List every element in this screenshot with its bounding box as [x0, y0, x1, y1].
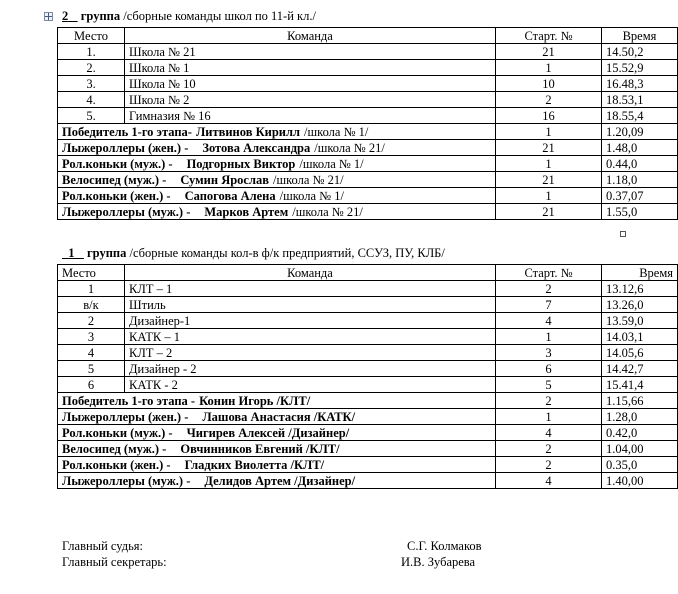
column-header: Время [602, 265, 678, 281]
time-cell: 18.53,1 [602, 92, 678, 108]
place-cell: 4 [58, 345, 125, 361]
winner-name: Чигирев Алексей /Дизайнер/ [186, 425, 350, 440]
place-cell: 3. [58, 76, 125, 92]
time-cell: 14.42,7 [602, 361, 678, 377]
table-row [58, 44, 678, 60]
time-cell: 18.55,4 [602, 108, 678, 124]
time-cell: 13.59,0 [602, 313, 678, 329]
start-number-cell: 1 [496, 124, 602, 140]
start-number-cell: 10 [496, 76, 602, 92]
time-cell: 0.37,07 [602, 188, 678, 204]
winner-category: Рол.коньки (муж.) - [62, 425, 173, 440]
column-header: Команда [125, 28, 496, 44]
start-number-cell: 7 [496, 297, 602, 313]
time-cell: 1.18,0 [602, 172, 678, 188]
start-number-cell: 1 [496, 329, 602, 345]
time-cell: 1.20,09 [602, 124, 678, 140]
column-header: Старт. № [496, 265, 602, 281]
team-cell: Школа № 10 [125, 76, 496, 92]
time-cell: 14.03,1 [602, 329, 678, 345]
winner-category: Велосипед (муж.) - [62, 172, 167, 187]
place-cell: 1 [58, 281, 125, 297]
team-cell: Гимназия № 16 [125, 108, 496, 124]
time-cell: 16.48,3 [602, 76, 678, 92]
secretary-label: Главный секретарь: [62, 555, 167, 569]
winner-row [58, 409, 678, 425]
column-header: Время [602, 28, 678, 44]
start-number-cell: 2 [496, 441, 602, 457]
winner-team: /школа № 21/ [272, 172, 344, 187]
secretary-name: И.В. Зубарева [401, 555, 476, 569]
time-cell: 0.42,0 [602, 425, 678, 441]
table-row [58, 361, 678, 377]
start-number-cell: 16 [496, 108, 602, 124]
table-row [58, 377, 678, 393]
time-cell: 1.40,00 [602, 473, 678, 489]
winner-name: Зотова Александра [202, 140, 311, 155]
group2-results-table [57, 264, 678, 489]
time-cell: 1.48,0 [602, 140, 678, 156]
start-number-cell: 2 [496, 281, 602, 297]
group2-word: группа [87, 246, 127, 260]
winner-row [58, 393, 678, 409]
team-cell: Школа № 1 [125, 60, 496, 76]
winner-name: Марков Артем [204, 204, 289, 219]
winner-category: Лыжероллеры (жен.) - [62, 409, 189, 424]
start-number-cell: 5 [496, 377, 602, 393]
place-cell: 2. [58, 60, 125, 76]
time-cell: 1.28,0 [602, 409, 678, 425]
place-cell: 5 [58, 361, 125, 377]
start-number-cell: 21 [496, 140, 602, 156]
group1-number: 2 [62, 9, 69, 23]
judge-name: С.Г. Колмаков [407, 539, 482, 553]
table-row [58, 313, 678, 329]
start-number-cell: 21 [496, 204, 602, 220]
winner-cell [58, 156, 496, 172]
winner-cell [58, 409, 496, 425]
winner-category: Лыжероллеры (жен.) - [62, 140, 189, 155]
winner-category: Рол.коньки (жен.) - [62, 188, 171, 203]
winner-cell [58, 172, 496, 188]
column-header: Команда [125, 265, 496, 281]
table-header-row [58, 265, 678, 281]
time-cell: 14.05,6 [602, 345, 678, 361]
time-cell: 1.04,00 [602, 441, 678, 457]
time-cell: 13.12,6 [602, 281, 678, 297]
team-cell: Дизайнер - 2 [125, 361, 496, 377]
winner-team: /школа № 21/ [314, 140, 385, 155]
table-row [58, 60, 678, 76]
winner-name: Делидов Артем /Дизайнер/ [204, 473, 356, 488]
place-cell: 1. [58, 44, 125, 60]
time-cell: 0.44,0 [602, 156, 678, 172]
table-row [58, 92, 678, 108]
place-cell: 5. [58, 108, 125, 124]
winner-name: Литвинов Кирилл [195, 124, 301, 139]
winner-category: Лыжероллеры (муж.) - [62, 204, 191, 219]
group1-heading [62, 9, 316, 24]
winner-row [58, 188, 678, 204]
column-header: Место [58, 265, 125, 281]
winner-row [58, 156, 678, 172]
winner-team: /школа № 1/ [304, 124, 369, 139]
winner-name: Лашова Анастасия /КАТК/ [202, 409, 356, 424]
column-header: Старт. № [496, 28, 602, 44]
winner-cell [58, 473, 496, 489]
winner-row [58, 441, 678, 457]
time-cell: 15.41,4 [602, 377, 678, 393]
winner-team: /школа № 21/ [292, 204, 363, 219]
place-cell: 4. [58, 92, 125, 108]
table-row [58, 76, 678, 92]
winner-name: Сумин Ярослав [180, 172, 269, 187]
team-cell: КАТК - 2 [125, 377, 496, 393]
winner-cell [58, 425, 496, 441]
table-row [58, 108, 678, 124]
team-cell: Школа № 2 [125, 92, 496, 108]
start-number-cell: 2 [496, 92, 602, 108]
winner-name: Овчинников Евгений /КЛТ/ [180, 441, 340, 456]
time-cell: 15.52,9 [602, 60, 678, 76]
winner-name: Подгорных Виктор [186, 156, 296, 171]
winner-cell [58, 140, 496, 156]
start-number-cell: 2 [496, 393, 602, 409]
start-number-cell: 2 [496, 457, 602, 473]
table-move-handle-icon[interactable] [44, 12, 53, 21]
table-row [58, 281, 678, 297]
winner-row [58, 425, 678, 441]
place-cell: 6 [58, 377, 125, 393]
place-cell: в/к [58, 297, 125, 313]
winner-cell [58, 188, 496, 204]
group1-description: /сборные команды школ по 11-й кл./ [123, 9, 316, 23]
winner-name: Сапогова Алена [184, 188, 276, 203]
winner-team: /школа № 1/ [279, 188, 344, 203]
group2-number: 1 [68, 246, 75, 260]
team-cell: Штиль [125, 297, 496, 313]
group2-description: /сборные команды кол-в ф/к предприятий, ССУЗ, ПУ, КЛБ/ [129, 246, 445, 260]
winner-row [58, 140, 678, 156]
winner-name: Конин Игорь /КЛТ/ [199, 393, 311, 408]
start-number-cell: 21 [496, 44, 602, 60]
winner-name: Гладких Виолетта /КЛТ/ [184, 457, 325, 472]
winner-category: Победитель 1-го этапа- [62, 124, 192, 139]
winner-category: Рол.коньки (жен.) - [62, 457, 171, 472]
winner-row [58, 204, 678, 220]
table-row [58, 329, 678, 345]
winner-cell [58, 204, 496, 220]
winner-row [58, 457, 678, 473]
winner-cell [58, 124, 496, 140]
start-number-cell: 21 [496, 172, 602, 188]
group1-word: группа [80, 9, 121, 23]
start-number-cell: 4 [496, 425, 602, 441]
time-cell: 13.26,0 [602, 297, 678, 313]
start-number-cell: 1 [496, 156, 602, 172]
winner-row [58, 172, 678, 188]
team-cell: Школа № 21 [125, 44, 496, 60]
start-number-cell: 1 [496, 409, 602, 425]
column-header: Место [58, 28, 125, 44]
time-cell: 1.55,0 [602, 204, 678, 220]
start-number-cell: 4 [496, 313, 602, 329]
start-number-cell: 1 [496, 188, 602, 204]
group1-results-table [57, 27, 678, 220]
winner-row [58, 124, 678, 140]
start-number-cell: 6 [496, 361, 602, 377]
place-cell: 3 [58, 329, 125, 345]
winner-row [58, 473, 678, 489]
time-cell: 0.35,0 [602, 457, 678, 473]
table-row [58, 345, 678, 361]
team-cell: КЛТ – 1 [125, 281, 496, 297]
start-number-cell: 1 [496, 60, 602, 76]
time-cell: 14.50,2 [602, 44, 678, 60]
place-cell: 2 [58, 313, 125, 329]
start-number-cell: 3 [496, 345, 602, 361]
winner-team: /школа № 1/ [299, 156, 364, 171]
group2-heading [62, 246, 445, 261]
team-cell: КАТК – 1 [125, 329, 496, 345]
winner-cell [58, 393, 496, 409]
winner-category: Велосипед (муж.) - [62, 441, 167, 456]
winner-cell [58, 441, 496, 457]
team-cell: КЛТ – 2 [125, 345, 496, 361]
winner-category: Победитель 1-го этапа - [62, 393, 196, 408]
winner-category: Лыжероллеры (муж.) - [62, 473, 191, 488]
time-cell: 1.15,66 [602, 393, 678, 409]
team-cell: Дизайнер-1 [125, 313, 496, 329]
table-row [58, 297, 678, 313]
table-resize-handle[interactable] [620, 231, 626, 237]
winner-cell [58, 457, 496, 473]
winner-category: Рол.коньки (муж.) - [62, 156, 173, 171]
table-header-row [58, 28, 678, 44]
judge-label: Главный судья: [62, 539, 144, 553]
start-number-cell: 4 [496, 473, 602, 489]
